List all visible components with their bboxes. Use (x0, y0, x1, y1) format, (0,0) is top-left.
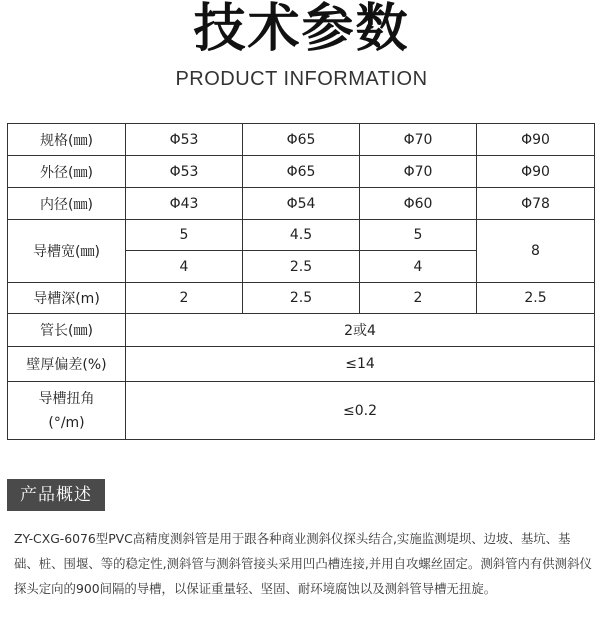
table-cell: Φ90 (477, 124, 595, 156)
table-cell: 4 (126, 251, 243, 283)
row-label-line2: (°/m) (48, 414, 85, 431)
table-row (8, 347, 595, 382)
table-cell: Φ65 (243, 156, 360, 188)
table-row (8, 382, 595, 440)
table-cell: 2.5 (243, 251, 360, 283)
row-label: 壁厚偏差(%) (8, 347, 126, 382)
table-cell: 5 (126, 220, 243, 251)
table-cell: 4.5 (243, 220, 360, 251)
table-cell: 2 (126, 283, 243, 314)
table-row (8, 156, 595, 188)
page-title: 技术参数 (193, 0, 410, 59)
table-cell-merged: 8 (477, 220, 595, 283)
table-cell: Φ65 (243, 124, 360, 156)
row-label: 导槽深(m) (8, 283, 126, 314)
row-label: 外径(㎜) (8, 156, 126, 188)
table-cell: Φ78 (477, 188, 595, 220)
table-cell: 5 (360, 220, 477, 251)
table-cell: Φ70 (360, 156, 477, 188)
section-tag-overview: 产品概述 (7, 479, 105, 511)
table-row (8, 124, 595, 156)
table-cell: Φ43 (126, 188, 243, 220)
table-cell: 4 (360, 251, 477, 283)
table-cell: Φ70 (360, 124, 477, 156)
table-cell: 2 (360, 283, 477, 314)
table-cell: Φ54 (243, 188, 360, 220)
row-label: 管长(㎜) (8, 314, 126, 347)
row-label: 导槽宽(㎜) (8, 220, 126, 283)
table-cell: ≤14 (126, 347, 595, 382)
table-cell: Φ53 (126, 156, 243, 188)
row-label: 内径(㎜) (8, 188, 126, 220)
table-row (8, 283, 595, 314)
table-cell: Φ60 (360, 188, 477, 220)
overview-text: ZY-CXG-6076型PVC高精度测斜管是用于跟各种商业测斜仪探头结合,实施监测堤坝、边坡、基坑、基础、桩、围堰、等的稳定性,测斜管与测斜管接头采用凹凸槽连接,并用自攻螺丝固定。测斜管内有供测斜仪探头定向的900间隔的导槽，以保证重量轻、坚固、耐环境腐蚀以及测斜管导槽无扭旋。 (14, 531, 592, 596)
table-row (8, 220, 595, 251)
table-cell: 2.5 (477, 283, 595, 314)
table-cell: 2.5 (243, 283, 360, 314)
table-row (8, 188, 595, 220)
table-cell: 2或4 (126, 314, 595, 347)
table-cell: Φ90 (477, 156, 595, 188)
table-cell: ≤0.2 (126, 382, 595, 440)
page-subtitle: PRODUCT INFORMATION (175, 68, 428, 90)
table-cell: Φ53 (126, 124, 243, 156)
table-row (8, 314, 595, 347)
spec-table (7, 123, 595, 440)
row-label (8, 382, 126, 440)
row-label: 规格(㎜) (8, 124, 126, 156)
row-label-line1: 导槽扭角 (38, 390, 95, 407)
